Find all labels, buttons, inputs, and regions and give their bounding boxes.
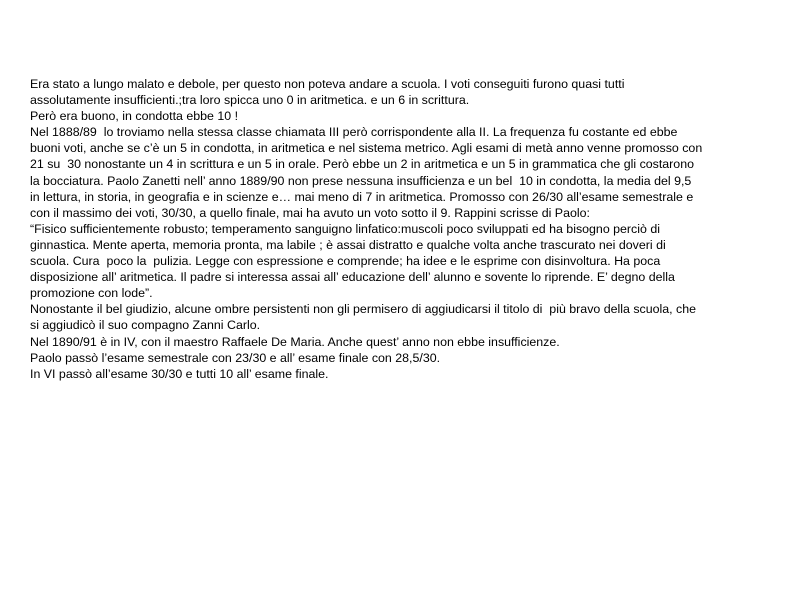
quote-line: “Fisico sufficientemente robusto; temperamento sanguigno linfatico:muscoli poco sviluppati ed ha bisogno perciò di [30, 221, 660, 236]
text-line: Paolo passò l’esame semestrale con 23/30 e all’ esame finale con 28,5/30. [30, 350, 441, 365]
text-line: In VI passò all’esame 30/30 e tutti 10 all’ esame finale. [30, 366, 329, 381]
quote-line: disposizione all’ aritmetica. Il padre si interessa assai all’ educazione dell’ alunno e sovente lo riprende. E’ degno della [30, 270, 675, 285]
quote-line: ginnastica. Mente aperta, memoria pronta, ma labile ; è assai distratto e qualche volta anche trascurato nei doveri di [30, 237, 666, 252]
text-line: Nonostante il bel giudizio, alcune ombre persistenti non gli permisero di aggiudicarsi il titolo di più bravo della scuola, che [30, 302, 697, 317]
body-text [30, 76, 782, 382]
text-line: Però era buono, in condotta ebbe 10 ! [30, 109, 239, 124]
text-line: con il massimo dei voti, 30/30, a quello finale, mai ha avuto un voto sotto il 9. Rappini scrisse di Paolo: [30, 205, 590, 220]
text-line: Nel 1888/89 lo troviamo nella stessa classe chiamata III però corrispondente alla II. La frequenza fu costante ed ebbe [30, 125, 678, 140]
text-line: la bocciatura. Paolo Zanetti nell’ anno 1889/90 non prese nessuna insufficienza e un bel 10 in condotta, la media del 9,5 [30, 173, 692, 188]
text-line: Era stato a lungo malato e debole, per questo non poteva andare a scuola. I voti conseguiti furono quasi tutti [30, 77, 625, 91]
quote-line: scuola. Cura poco la pulizia. Legge con espressione e comprende; ha idee e le esprime con disinvoltura. Ha poca [30, 254, 661, 269]
text-line: 21 su 30 nonostante un 4 in scrittura e un 5 in orale. Però ebbe un 2 in aritmetica e un 5 in grammatica che gli costarono [30, 157, 694, 172]
text-line: Nel 1890/91 è in IV, con il maestro Raffaele De Maria. Anche quest’ anno non ebbe insufficienze. [30, 334, 560, 349]
text-line: in lettura, in storia, in geografia e in scienze e… mai meno di 7 in aritmetica. Promosso con 26/30 all’esame semestrale e [30, 189, 694, 204]
text-line: buoni voti, anche se c’è un 5 in condotta, in aritmetica e nel sistema metrico. Agli esami di metà anno venne promosso con [30, 141, 703, 156]
text-line: si aggiudicò il suo compagno Zanni Carlo. [30, 318, 261, 333]
text-line: assolutamente insufficienti.;tra loro spicca uno 0 in aritmetica. e un 6 in scrittura. [30, 93, 470, 108]
quote-line: promozione con lode”. [30, 286, 153, 301]
